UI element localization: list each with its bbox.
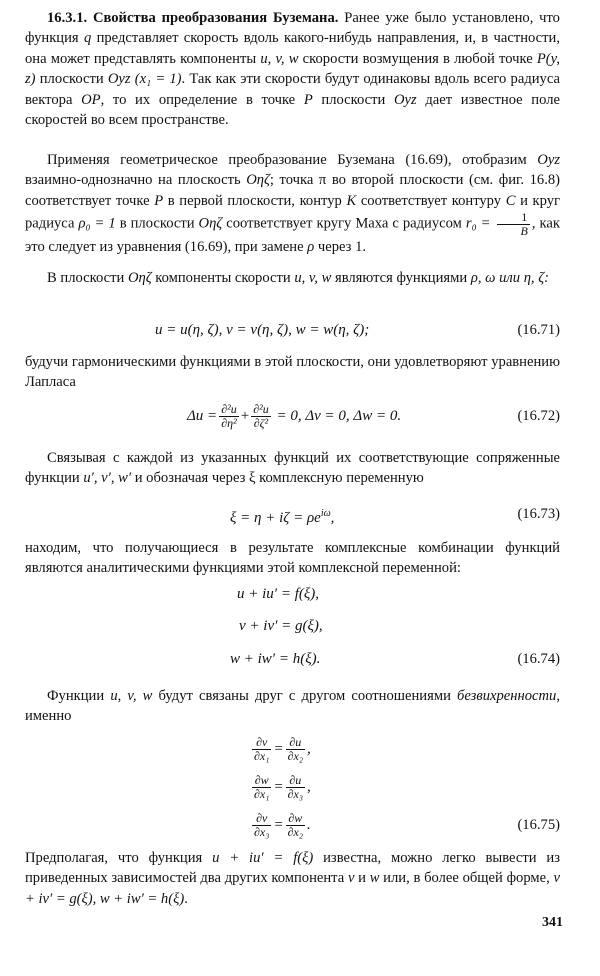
equation-16-71: u = u(η, ζ), v = v(η, ζ), w = w(η, ζ); (16.71): [25, 316, 560, 344]
paragraph-conclusion: Предполагая, что функция u + iu′ = f(ξ) известна, можно легко вывести из приведенных зависимостей два других компонента v и w или, в более общей форме, v + iv′ = g(ξ), w + iw′ = h(ξ).: [25, 850, 560, 907]
equation-16-74-line-1: u + iu′ = f(ξ),: [237, 586, 320, 602]
equation-number: (16.73): [517, 506, 560, 522]
page-number: 341: [542, 915, 563, 930]
equation-number: (16.74): [517, 651, 560, 667]
paragraph-analytic: находим, что получающиеся в результате комплексные комбинации функций являются аналитическими функциями этой комплексной переменной:: [25, 540, 560, 577]
paragraph-intro: 16.3.1. Свойства преобразования Буземана. Ранее уже было установлено, что функция q представляет скорость вдоль какого-нибудь направления, и, в частности, она может представлять компоненты u, v, w скорости возмущения в любой точке P(y, z) плоскости Oyz (x₁ = 1). Так как эти скорости будут одинаковы вдоль всего радиуса вектора OP, то их определение в точке P плоскости Oyz дает известное поле скоростей во всем пространстве.: [25, 10, 560, 129]
paragraph-harmonic: будучи гармоническими функциями в этой плоскости, они удовлетворяют уравнению Лапласа: [25, 354, 560, 391]
mach-radius-fraction: $\frac{1}{B}$: [497, 211, 530, 237]
paragraph-irrotational: Функции u, v, w будут связаны друг с другом соотношениями безвихренности, именно: [25, 688, 560, 725]
equation-number: (16.72): [517, 408, 560, 424]
equation-16-75-row-3: $\frac{\partial v}{\text{∂x₃}}$ = $\frac{\partial w}{\text{∂x₂}}$ . (16.75): [25, 808, 560, 842]
paragraph-busemann: Применяя геометрическое преобразование Буземана (16.69), отобразим Oyz взаимно-однозначно на плоскость Oηζ; точка π во второй плоскости (см. фиг. 16.8) соответствует точке P в первой плоскости, контур K соответствует контуру C и круг радиуса ρ₀ = 1 в плоскости Oηζ соответствует кругу Маха с радиусом r₀ = $\frac{1}{B}$ , как это следует из уравнения (16.69), при замене ρ через 1.: [25, 152, 560, 256]
equation-16-74-line-3: w + iw′ = h(ξ). (16.74): [25, 645, 560, 673]
equation-16-74-line-2: v + iv′ = g(ξ),: [239, 618, 323, 634]
paragraph-conjugate: Связывая с каждой из указанных функций их соответствующие сопряженные функции u′, v′, w′ и обозначая через ξ комплексную переменную: [25, 450, 560, 487]
equation-16-73: $\xi = \eta + i\zeta = \rho e^{i\omega}$, (16.73): [25, 500, 560, 528]
section-number: 16.3.1.: [47, 10, 88, 26]
equation-16-75-row-2: $\frac{\partial w}{\text{∂x₁}}$ = $\frac{\partial u}{\text{∂x₃}}$ ,: [254, 773, 311, 802]
paragraph-components: В плоскости Oηζ компоненты скорости u, v, w являются функциями ρ, ω или η, ζ:: [47, 270, 549, 286]
equation-number: (16.75): [517, 817, 560, 833]
equation-number: (16.71): [517, 322, 560, 338]
section-title: Свойства преобразования Буземана.: [92, 10, 339, 26]
equation-16-75-row-1: $\frac{\partial v}{\text{∂x₁}}$ = $\frac{\partial u}{\text{∂x₂}}$ ,: [254, 735, 311, 764]
equation-16-72: Δu = $\frac{\text{∂²u}}{\text{∂η²}}$ + $\frac{\text{∂²u}}{\text{∂ζ²}}$ = 0, Δv = 0, Δw = 0. (16.72): [187, 402, 560, 431]
